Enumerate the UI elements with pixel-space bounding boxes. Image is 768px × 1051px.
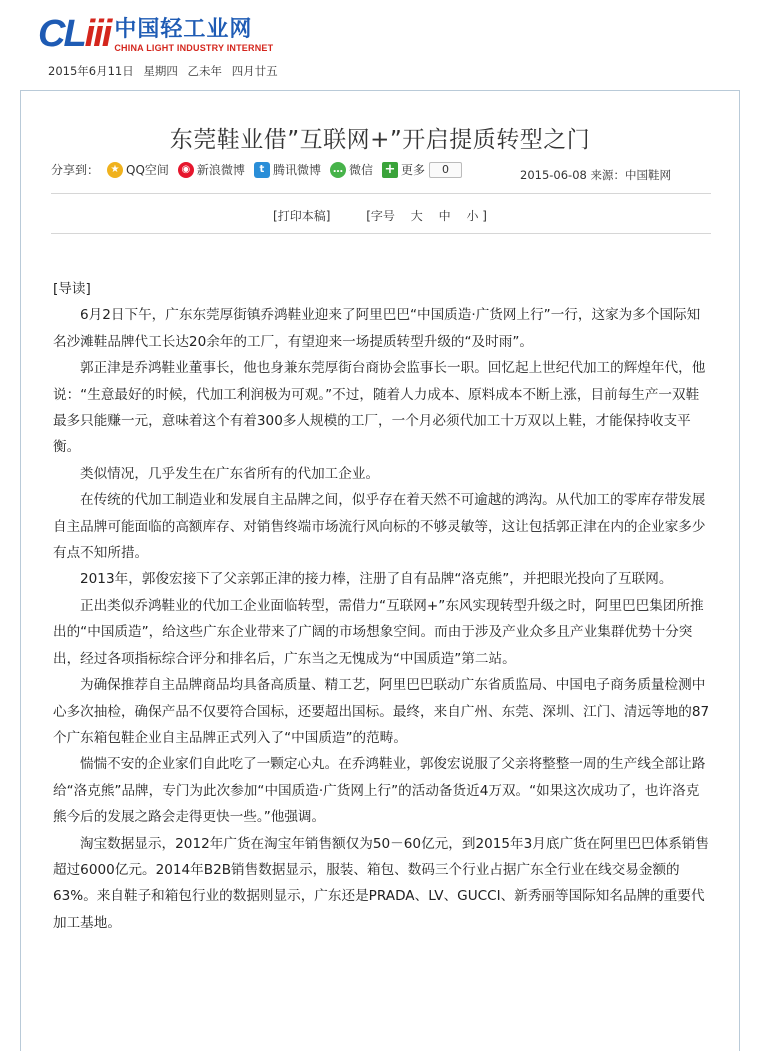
share-wechat-button[interactable] (330, 161, 373, 178)
divider-tools (51, 233, 711, 234)
share-more-button[interactable] (382, 161, 462, 178)
paragraph: 郭正津是乔鸿鞋业董事长，他也身兼东莞厚街台商协会监事长一职。回忆起上世纪代加工的辉煌年代，他说：“生意最好的时候，代加工利润极为可观。”不过，随着人力成本、原料成本不断上涨，目前每生产一双鞋最多只能赚一元，意味着这个有着300多人规模的工厂，一个月必须代加工十万双以上鞋，才能保持收支平衡。 (53, 360, 706, 456)
logo-mark-iii: iii (84, 13, 111, 55)
article-tools (21, 207, 739, 224)
paragraph: 在传统的代加工制造业和发展自主品牌之间，似乎存在着天然不可逾越的鸿沟。从代加工的零库存带发展自主品牌可能面临的高额库存、对销售终端市场流行风向标的不够灵敏等，这让包括郭正津在内的企业家多少有点不知所措。 (53, 492, 706, 562)
lunar-day: 四月廿五 (231, 64, 278, 78)
logo-cn: 中国轻工业网 (114, 17, 253, 42)
date-bar (48, 63, 284, 79)
share-tencent-label: 腾讯微博 (272, 163, 321, 177)
share-bar (51, 161, 471, 178)
paragraph: 6月2日下午，广东东莞厚街镇乔鸿鞋业迎来了阿里巴巴“中国质造·广货网上行”一行，这家为多个国际知名沙滩鞋品牌代工长达20余年的工厂，有望迎来一场提质转型升级的“及时雨”。 (53, 307, 701, 350)
share-sina-button[interactable] (178, 161, 245, 178)
font-large-link[interactable]: 大 (410, 209, 423, 223)
share-count: 0 (429, 162, 462, 178)
wechat-icon: … (330, 162, 346, 178)
share-label: 分享到： (51, 163, 100, 177)
paragraph: 惴惴不安的企业家们自此吃了一颗定心丸。在乔鸿鞋业，郭俊宏说服了父亲将整整一周的生产线全部让路给“洛克熊”品牌，专门为此次参加“中国质造·广货网上行”的活动备货近4万双。“如果这次成功了，也许洛克熊今后的发展之路会走得更快一些。”他强调。 (53, 756, 706, 826)
logo-mark (38, 14, 110, 54)
qzone-icon: ★ (107, 162, 123, 178)
article-frame (20, 90, 740, 1051)
font-medium-link[interactable]: 中 (438, 209, 451, 223)
share-tencent-button[interactable] (254, 161, 321, 178)
share-sina-label: 新浪微博 (196, 163, 245, 177)
paragraph: 淘宝数据显示，2012年广货在淘宝年销售额仅为50－60亿元，到2015年3月底广货在阿里巴巴体系销售超过6000亿元。2014年B2B销售数据显示，服装、箱包、数码三个行业占据广东全行业在线交易金额的63%。来自鞋子和箱包行业的数据则显示，广东还是PRADA、LV、GUCCI、新秀丽等国际知名品牌的重要代加工基地。 (53, 835, 709, 931)
font-size-label: [字号 (366, 209, 395, 223)
paragraph: 类似情况，几乎发生在广东省所有的代加工企业。 (80, 465, 380, 482)
article-body (53, 276, 711, 936)
lunar-year: 乙未年 (187, 64, 223, 78)
article-title: 东莞鞋业借”互联网+”开启提质转型之门 (169, 127, 591, 153)
font-small-link[interactable]: 小 ] (466, 209, 487, 223)
share-qq-label: QQ空间 (126, 163, 169, 177)
date: 2015年6月11日 (48, 64, 134, 78)
logo-mark-cl: CL (38, 13, 85, 55)
print-link[interactable]: [打印本稿] (273, 209, 331, 223)
weibo-icon: ◉ (178, 162, 194, 178)
article-meta: 2015-06-08 来源：中国鞋网 (520, 168, 671, 182)
site-logo[interactable] (38, 14, 273, 58)
logo-text (114, 18, 273, 53)
divider-top (51, 193, 711, 194)
paragraph: 为确保推荐自主品牌商品均具备高质量、精工艺，阿里巴巴联动广东省质监局、中国电子商务质量检测中心多次抽检，确保产品不仅要符合国标，还要超出国标。最终，来自广州、东莞、深圳、江门、清远等地的87个广东箱包鞋企业自主品牌正式列入了“中国质造”的范畴。 (53, 677, 710, 746)
tencent-weibo-icon: t (254, 162, 270, 178)
paragraph: 2013年，郭俊宏接下了父亲郭正津的接力棒，注册了自有品牌“洛克熊”，并把眼光投向了互联网。 (80, 571, 673, 588)
lead-label: [导读] (53, 281, 91, 297)
paragraph: 正出类似乔鸿鞋业的代加工企业面临转型，需借力“互联网+”东风实现转型升级之时，阿里巴巴集团所推出的“中国质造”，给这些广东企业带来了广阔的市场想象空间。而由于涉及产业众多且产业集群优势十分突出，经过各项指标综合评分和排名后，广东当之无愧成为“中国质造”第二站。 (53, 597, 704, 667)
weekday: 星期四 (143, 64, 178, 78)
share-qq-button[interactable] (107, 161, 169, 178)
logo-en: CHINA LIGHT INDUSTRY INTERNET (114, 43, 274, 53)
plus-icon: + (382, 162, 398, 178)
share-more-label: 更多 (400, 163, 425, 177)
share-wechat-label: 微信 (348, 163, 373, 177)
